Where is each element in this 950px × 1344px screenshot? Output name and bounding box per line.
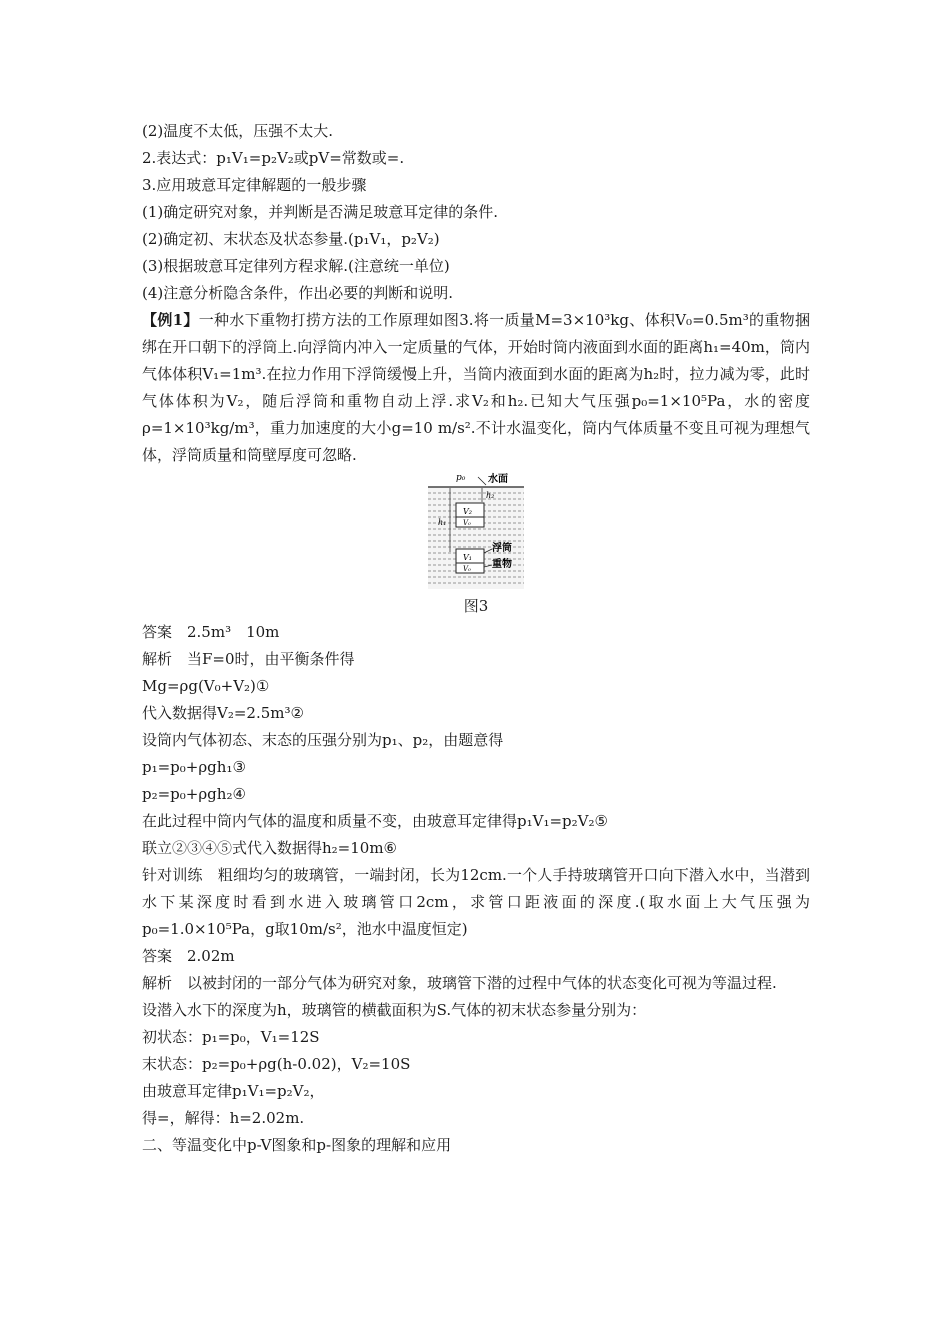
document-body: [142, 118, 810, 1159]
label-v0-upper: V₀: [463, 519, 471, 527]
label-v0-lower: V₀: [463, 565, 471, 573]
text-line: (3)根据玻意耳定律列方程求解.(注意统一单位): [142, 257, 450, 275]
text-line: 联立②③④⑤式代入数据得h₂=10m⑥: [142, 839, 398, 857]
text-line: 解析 当F=0时，由平衡条件得: [142, 650, 355, 668]
text-line: 末状态：p₂=p₀+ρg(h-0.02)，V₂=10S: [142, 1055, 411, 1073]
text-line: (2)温度不太低，压强不太大.: [142, 122, 334, 140]
text-line: 3.应用玻意耳定律解题的一般步骤: [142, 176, 367, 194]
figure-3: [142, 469, 810, 593]
label-v2: V₂: [463, 507, 472, 516]
label-p0: p₀: [456, 473, 466, 483]
answer-line: 答案 2.5m³ 10m: [142, 623, 280, 641]
label-v1: V₁: [463, 553, 472, 562]
float-diagram: [426, 469, 526, 591]
practice-paragraph: 针对训练 粗细均匀的玻璃管，一端封闭，长为12cm.一个人手持玻璃管开口向下潜入水中，当潜到水下某深度时看到水进入玻璃管口2cm，求管口距液面的深度.(取水面上大气压强为p₀=1.0×10⁵Pa，g取10m/s²，池水中温度恒定): [142, 866, 810, 938]
equation-line: p₁=p₀+ρgh₁③: [142, 758, 246, 776]
text-line: 2.表达式：p₁V₁=p₂V₂或pV=常数或=.: [142, 149, 405, 167]
surface-pointer: [478, 477, 486, 485]
answer-line: 答案 2.02m: [142, 947, 235, 965]
label-water-surface: 水面: [488, 474, 508, 485]
figure-caption: 图3: [463, 597, 489, 615]
water-region: [428, 487, 524, 589]
text-line: 由玻意耳定律p₁V₁=p₂V₂，: [142, 1082, 325, 1100]
text-line: 得=，解得：h=2.02m.: [142, 1109, 305, 1127]
example-paragraph: [142, 307, 810, 469]
label-h2: h₂: [486, 491, 495, 500]
analysis-paragraph: 解析 以被封闭的一部分气体为研究对象，玻璃管下潜的过程中气体的状态变化可视为等温过程.: [142, 974, 777, 992]
text-line: 设筒内气体初态、末态的压强分别为p₁、p₂，由题意得: [142, 731, 504, 749]
text-line: 初状态：p₁=p₀，V₁=12S: [142, 1028, 320, 1046]
text-line: 设潜入水下的深度为h，玻璃管的横截面积为S.气体的初末状态参量分别为：: [142, 1001, 647, 1019]
example-tag: 【例1】: [142, 311, 199, 329]
text-line: 代入数据得V₂=2.5m³②: [142, 704, 304, 722]
label-h1: h₁: [438, 518, 447, 527]
text-line: (2)确定初、末状态及状态参量.(p₁V₁，p₂V₂): [142, 230, 440, 248]
text-line: (1)确定研究对象，并判断是否满足玻意耳定律的条件.: [142, 203, 499, 221]
example-text: 一种水下重物打捞方法的工作原理如图3.将一质量M=3×10³kg、体积V₀=0.5m³的重物捆绑在开口朝下的浮筒上.向浮筒内冲入一定质量的气体，开始时筒内液面到水面的距离h₁=40m，筒内气体体积V₁=1m³.在拉力作用下浮筒缓慢上升，当筒内液面到水面的距离为h₂时，拉力减为零，此时气体体积为V₂，随后浮筒和重物自动上浮.求V₂和h₂.已知大气压强p₀=1×10⁵Pa，水的密度ρ=1×10³kg/m³，重力加速度的大小g=10 m/s².不计水温变化，筒内气体质量不变且可视为理想气体，浮筒质量和筒壁厚度可忽略.: [142, 311, 811, 464]
text-line: (4)注意分析隐含条件，作出必要的判断和说明.: [142, 284, 454, 302]
text-line: 在此过程中筒内气体的温度和质量不变，由玻意耳定律得p₁V₁=p₂V₂⑤: [142, 812, 608, 830]
label-float: 浮筒: [492, 543, 512, 554]
equation-line: p₂=p₀+ρgh₂④: [142, 785, 246, 803]
label-weight: 重物: [492, 559, 512, 570]
equation-line: Mg=ρg(V₀+V₂)①: [142, 677, 270, 695]
section-heading: 二、等温变化中p-V图象和p-图象的理解和应用: [142, 1136, 452, 1154]
